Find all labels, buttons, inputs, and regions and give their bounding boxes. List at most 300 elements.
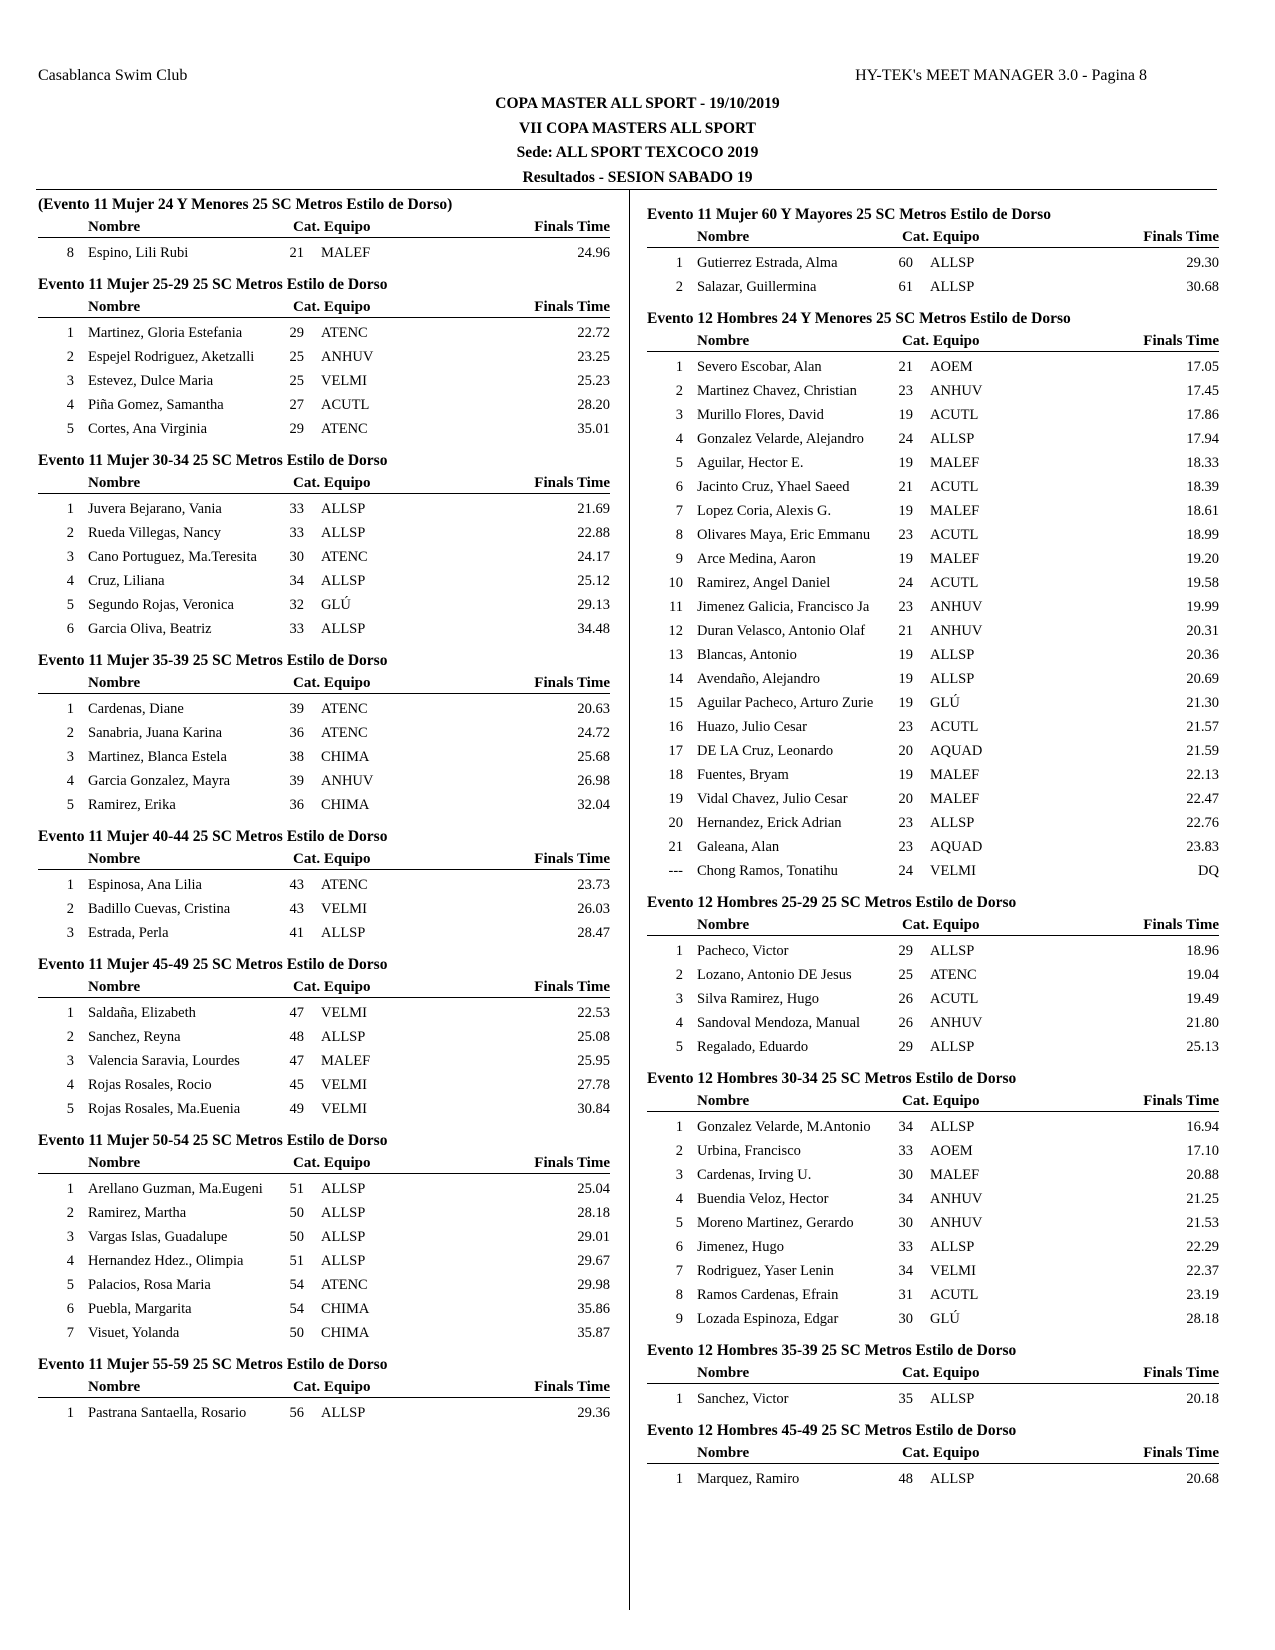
age: 33 [289,621,304,637]
place: 3 [675,1167,683,1183]
finals-time: 32.04 [577,797,610,813]
age: 36 [289,725,304,741]
finals-time: 27.78 [577,1077,610,1093]
result-row [38,921,610,945]
place: 2 [66,901,74,917]
place: 8 [66,245,74,261]
place: 2 [66,1029,74,1045]
place: 1 [675,1391,683,1407]
finals-time: 19.20 [1186,551,1219,567]
team: ATENC [930,967,977,983]
header-nombre: Nombre [697,917,750,933]
finals-time: 17.86 [1186,407,1219,423]
result-row [38,721,610,745]
finals-time: 19.49 [1186,991,1219,1007]
swimmer-name: Jacinto Cruz, Yhael Saeed [697,479,850,495]
team: ANHUV [930,1215,983,1231]
age: 21 [898,359,913,375]
team: ACUTL [930,527,979,543]
finals-time: 20.88 [1186,1167,1219,1183]
finals-time: 25.08 [577,1029,610,1045]
team: CHIMA [321,1325,370,1341]
age: 54 [289,1277,304,1293]
swimmer-name: Buendia Veloz, Hector [697,1191,829,1207]
result-row [647,835,1219,859]
swimmer-name: Gutierrez Estrada, Alma [697,255,838,271]
swimmer-name: Chong Ramos, Tonatihu [697,863,838,879]
finals-time: 21.69 [577,501,610,517]
age: 30 [898,1311,913,1327]
age: 34 [898,1119,913,1135]
result-row [647,1467,1219,1491]
age: 21 [898,623,913,639]
place: 6 [675,479,683,495]
swimmer-name: Arellano Guzman, Ma.Eugeni [88,1181,263,1197]
result-row [647,715,1219,739]
place: 3 [66,925,74,941]
place: 20 [668,815,683,831]
result-row [38,241,610,265]
place: 2 [66,525,74,541]
header-cat-equipo: Cat. Equipo [293,979,371,995]
team: ALLSP [321,501,366,517]
age: 29 [289,421,304,437]
age: 49 [289,1101,304,1117]
result-row [647,811,1219,835]
place: 3 [66,1229,74,1245]
header-nombre: Nombre [88,219,141,235]
place: 4 [675,1191,683,1207]
place: 1 [66,1005,74,1021]
place: 1 [675,1471,683,1487]
team: ACUTL [930,479,979,495]
swimmer-name: Sandoval Mendoza, Manual [697,1015,861,1031]
finals-time: 28.18 [577,1205,610,1221]
meet-titles [0,92,1275,190]
age: 51 [289,1181,304,1197]
result-row [38,1249,610,1273]
team: VELMI [321,901,367,917]
finals-time: 18.96 [1186,943,1219,959]
team: ALLSP [321,925,366,941]
age: 60 [898,255,913,271]
finals-time: 22.88 [577,525,610,541]
swimmer-name: Huazo, Julio Cesar [697,719,807,735]
team: ALLSP [321,1205,366,1221]
finals-time: 22.37 [1186,1263,1219,1279]
finals-time: 25.12 [577,573,610,589]
event-block [647,1339,1219,1411]
header-finals-time: Finals Time [1143,917,1219,933]
result-row [38,617,610,641]
swimmer-name: Lozano, Antonio DE Jesus [697,967,852,983]
age: 48 [898,1471,913,1487]
results-header [38,1377,610,1398]
team: ATENC [321,725,368,741]
team: MALEF [930,1167,980,1183]
swimmer-name: Hernandez Hdez., Olimpia [88,1253,244,1269]
age: 23 [898,719,913,735]
event-block [38,1353,610,1425]
swimmer-name: Palacios, Rosa Maria [88,1277,211,1293]
event-title: Evento 11 Mujer 50-54 25 SC Metros Estilo de Dorso [38,1132,388,1149]
swimmer-name: Vargas Islas, Guadalupe [88,1229,228,1245]
header-nombre: Nombre [697,1445,750,1461]
swimmer-name: Galeana, Alan [697,839,780,855]
finals-time: 20.18 [1186,1391,1219,1407]
age: 36 [289,797,304,813]
finals-time: 22.13 [1186,767,1219,783]
event-title: (Evento 11 Mujer 24 Y Menores 25 SC Metros Estilo de Dorso) [38,196,453,213]
age: 50 [289,1229,304,1245]
swimmer-name: Arce Medina, Aaron [697,551,816,567]
swimmer-name: Sanchez, Reyna [88,1029,181,1045]
team: GLÚ [930,1311,960,1327]
finals-time: 17.05 [1186,359,1219,375]
place: 5 [66,1277,74,1293]
place: 1 [66,501,74,517]
finals-time: 21.80 [1186,1015,1219,1031]
team: ALLSP [321,573,366,589]
event-title: Evento 12 Hombres 35-39 25 SC Metros Estilo de Dorso [647,1342,1017,1359]
result-row [647,739,1219,763]
swimmer-name: Rueda Villegas, Nancy [88,525,221,541]
swimmer-name: Olivares Maya, Eric Emmanu [697,527,871,543]
column-divider [629,190,630,1610]
swimmer-name: Rojas Rosales, Ma.Euenia [88,1101,241,1117]
team: VELMI [930,1263,976,1279]
event-title: Evento 11 Mujer 35-39 25 SC Metros Estilo de Dorso [38,652,388,669]
team: ALLSP [930,943,975,959]
swimmer-name: Garcia Gonzalez, Mayra [88,773,231,789]
result-row [647,1187,1219,1211]
event-title: Evento 11 Mujer 40-44 25 SC Metros Estilo de Dorso [38,828,388,845]
swimmer-name: Regalado, Eduardo [697,1039,809,1055]
team: VELMI [321,1005,367,1021]
session-title: Resultados - SESION SABADO 19 [522,168,753,186]
team: ATENC [321,1277,368,1293]
swimmer-name: Fuentes, Bryam [697,767,789,783]
swimmer-name: Sanabria, Juana Karina [88,725,223,741]
results-header [38,849,610,870]
header-cat-equipo: Cat. Equipo [902,1365,980,1381]
place: 1 [675,1119,683,1135]
result-row [647,451,1219,475]
age: 39 [289,701,304,717]
finals-time: 28.20 [577,397,610,413]
place: 18 [668,767,683,783]
team: AQUAD [930,839,983,855]
place: 2 [675,1143,683,1159]
swimmer-name: Ramirez, Martha [88,1205,187,1221]
event-block [647,307,1219,883]
swimmer-name: DE LA Cruz, Leonardo [697,743,834,759]
team: CHIMA [321,1301,370,1317]
team: ATENC [321,421,368,437]
age: 43 [289,901,304,917]
finals-time: 30.84 [577,1101,610,1117]
team: ALLSP [930,255,975,271]
event-block [647,1419,1219,1491]
result-row [38,1273,610,1297]
team: MALEF [930,551,980,567]
swimmer-name: Badillo Cuevas, Cristina [88,901,231,917]
result-row [647,1035,1219,1059]
place: 4 [66,1077,74,1093]
finals-time: 29.01 [577,1229,610,1245]
event-title: Evento 12 Hombres 30-34 25 SC Metros Estilo de Dorso [647,1070,1017,1087]
header-cat-equipo: Cat. Equipo [902,229,980,245]
finals-time: 29.98 [577,1277,610,1293]
place: 2 [66,1205,74,1221]
place: 1 [675,359,683,375]
result-row [38,1297,610,1321]
team: VELMI [321,373,367,389]
finals-time: 25.23 [577,373,610,389]
event-title: Evento 11 Mujer 55-59 25 SC Metros Estilo de Dorso [38,1356,388,1373]
left-column [38,193,610,1433]
age: 39 [289,773,304,789]
result-row [38,1073,610,1097]
team: MALEF [930,455,980,471]
result-row [38,793,610,817]
result-row [647,251,1219,275]
place: 4 [675,431,683,447]
finals-time: 22.29 [1186,1239,1219,1255]
place: 1 [675,255,683,271]
age: 34 [898,1263,913,1279]
team: ALLSP [321,525,366,541]
team: ALLSP [930,279,975,295]
age: 27 [289,397,304,413]
header-cat-equipo: Cat. Equipo [293,299,371,315]
meet-subtitle: VII COPA MASTERS ALL SPORT [519,119,756,137]
result-row [38,569,610,593]
place: 3 [66,373,74,389]
results-header [647,915,1219,936]
place: 2 [675,967,683,983]
place: 14 [668,671,683,687]
team: ALLSP [321,621,366,637]
age: 23 [898,383,913,399]
age: 19 [898,407,913,423]
event-block [647,891,1219,1059]
finals-time: 19.04 [1186,967,1219,983]
team: ANHUV [321,349,374,365]
place: 3 [66,749,74,765]
result-row [647,1163,1219,1187]
result-row [647,403,1219,427]
age: 23 [898,815,913,831]
finals-time: 28.47 [577,925,610,941]
result-row [38,545,610,569]
place: 4 [66,397,74,413]
team: ATENC [321,325,368,341]
age: 19 [898,503,913,519]
team: ANHUV [930,1191,983,1207]
swimmer-name: Visuet, Yolanda [88,1325,180,1341]
team: AOEM [930,1143,973,1159]
result-row [647,275,1219,299]
header-finals-time: Finals Time [534,979,610,995]
result-row [647,595,1219,619]
finals-time: 20.69 [1186,671,1219,687]
age: 61 [898,279,913,295]
result-row [647,1139,1219,1163]
place: 2 [675,279,683,295]
finals-time: 21.25 [1186,1191,1219,1207]
event-title: Evento 12 Hombres 25-29 25 SC Metros Estilo de Dorso [647,894,1017,911]
finals-time: 18.61 [1186,503,1219,519]
header-cat-equipo: Cat. Equipo [293,1155,371,1171]
result-row [38,417,610,441]
event-title: Evento 11 Mujer 30-34 25 SC Metros Estilo de Dorso [38,452,388,469]
place: --- [668,863,683,879]
event-title: Evento 12 Hombres 24 Y Menores 25 SC Metros Estilo de Dorso [647,310,1071,327]
result-row [38,497,610,521]
place: 15 [668,695,683,711]
result-row [647,1235,1219,1259]
swimmer-name: Avendaño, Alejandro [697,671,820,687]
club-name: Casablanca Swim Club [38,67,188,84]
age: 54 [289,1301,304,1317]
finals-time: 22.72 [577,325,610,341]
event-block [38,1129,610,1345]
result-row [647,691,1219,715]
team: ANHUV [930,623,983,639]
result-row [38,393,610,417]
age: 43 [289,877,304,893]
result-row [647,1011,1219,1035]
place: 1 [675,943,683,959]
swimmer-name: Hernandez, Erick Adrian [697,815,842,831]
swimmer-name: Rodriguez, Yaser Lenin [697,1263,834,1279]
result-row [38,1001,610,1025]
swimmer-name: Pacheco, Victor [697,943,789,959]
place: 2 [675,383,683,399]
finals-time: 21.57 [1186,719,1219,735]
finals-time: 17.45 [1186,383,1219,399]
age: 29 [289,325,304,341]
team: ALLSP [930,1239,975,1255]
team: ALLSP [930,815,975,831]
age: 25 [289,349,304,365]
finals-time: 17.94 [1186,431,1219,447]
header-finals-time: Finals Time [1143,1445,1219,1461]
place: 8 [675,527,683,543]
team: ACUTL [930,719,979,735]
result-row [647,523,1219,547]
age: 35 [898,1391,913,1407]
finals-time: 19.58 [1186,575,1219,591]
results-header [38,297,610,318]
swimmer-name: Ramos Cardenas, Efrain [697,1287,839,1303]
swimmer-name: Puebla, Margarita [88,1301,192,1317]
software-page-label: HY-TEK's MEET MANAGER 3.0 - Pagina 8 [855,67,1147,84]
swimmer-name: Espino, Lili Rubi [88,245,189,261]
result-row [38,745,610,769]
finals-time: 18.33 [1186,455,1219,471]
team: ALLSP [930,431,975,447]
swimmer-name: Martinez Chavez, Christian [697,383,857,399]
age: 30 [898,1167,913,1183]
age: 25 [289,373,304,389]
header-cat-equipo: Cat. Equipo [293,1379,371,1395]
result-row [38,697,610,721]
swimmer-name: Segundo Rojas, Veronica [88,597,234,613]
header-nombre: Nombre [88,475,141,491]
swimmer-name: Cardenas, Irving U. [697,1167,812,1183]
event-block [38,193,610,265]
place: 5 [675,1215,683,1231]
header-cat-equipo: Cat. Equipo [902,333,980,349]
finals-time: 29.30 [1186,255,1219,271]
finals-time: 16.94 [1186,1119,1219,1135]
age: 29 [898,1039,913,1055]
swimmer-name: Saldaña, Elizabeth [88,1005,196,1021]
results-header [38,217,610,238]
age: 26 [898,1015,913,1031]
finals-time: 26.98 [577,773,610,789]
results-header [647,1363,1219,1384]
header-finals-time: Finals Time [1143,1365,1219,1381]
right-column [647,203,1219,1499]
team: AOEM [930,359,973,375]
place: 4 [66,573,74,589]
result-row [647,499,1219,523]
team: MALEF [930,791,980,807]
age: 47 [289,1053,304,1069]
age: 19 [898,767,913,783]
team: ANHUV [930,599,983,615]
team: ALLSP [930,1391,975,1407]
swimmer-name: Espejel Rodriguez, Aketzalli [88,349,255,365]
swimmer-name: Aguilar Pacheco, Arturo Zurie [697,695,874,711]
team: MALEF [321,1053,371,1069]
results-header [38,673,610,694]
result-row [38,1321,610,1345]
team: ALLSP [321,1229,366,1245]
swimmer-name: Duran Velasco, Antonio Olaf [697,623,866,639]
age: 19 [898,455,913,471]
age: 19 [898,671,913,687]
swimmer-name: Juvera Bejarano, Vania [88,501,222,517]
finals-time: 35.87 [577,1325,610,1341]
age: 45 [289,1077,304,1093]
results-header [647,1443,1219,1464]
age: 47 [289,1005,304,1021]
finals-time: 22.76 [1186,815,1219,831]
result-row [38,593,610,617]
result-row [647,1259,1219,1283]
swimmer-name: Murillo Flores, David [697,407,824,423]
finals-time: 25.13 [1186,1039,1219,1055]
place: 5 [66,1101,74,1117]
header-nombre: Nombre [88,851,141,867]
finals-time: 29.13 [577,597,610,613]
age: 21 [898,479,913,495]
place: 3 [675,991,683,1007]
place: 21 [668,839,683,855]
finals-time: 25.68 [577,749,610,765]
team: ALLSP [321,1181,366,1197]
place: 5 [675,1039,683,1055]
team: VELMI [321,1077,367,1093]
finals-time: 24.96 [577,245,610,261]
place: 13 [668,647,683,663]
place: 2 [66,349,74,365]
age: 33 [898,1239,913,1255]
